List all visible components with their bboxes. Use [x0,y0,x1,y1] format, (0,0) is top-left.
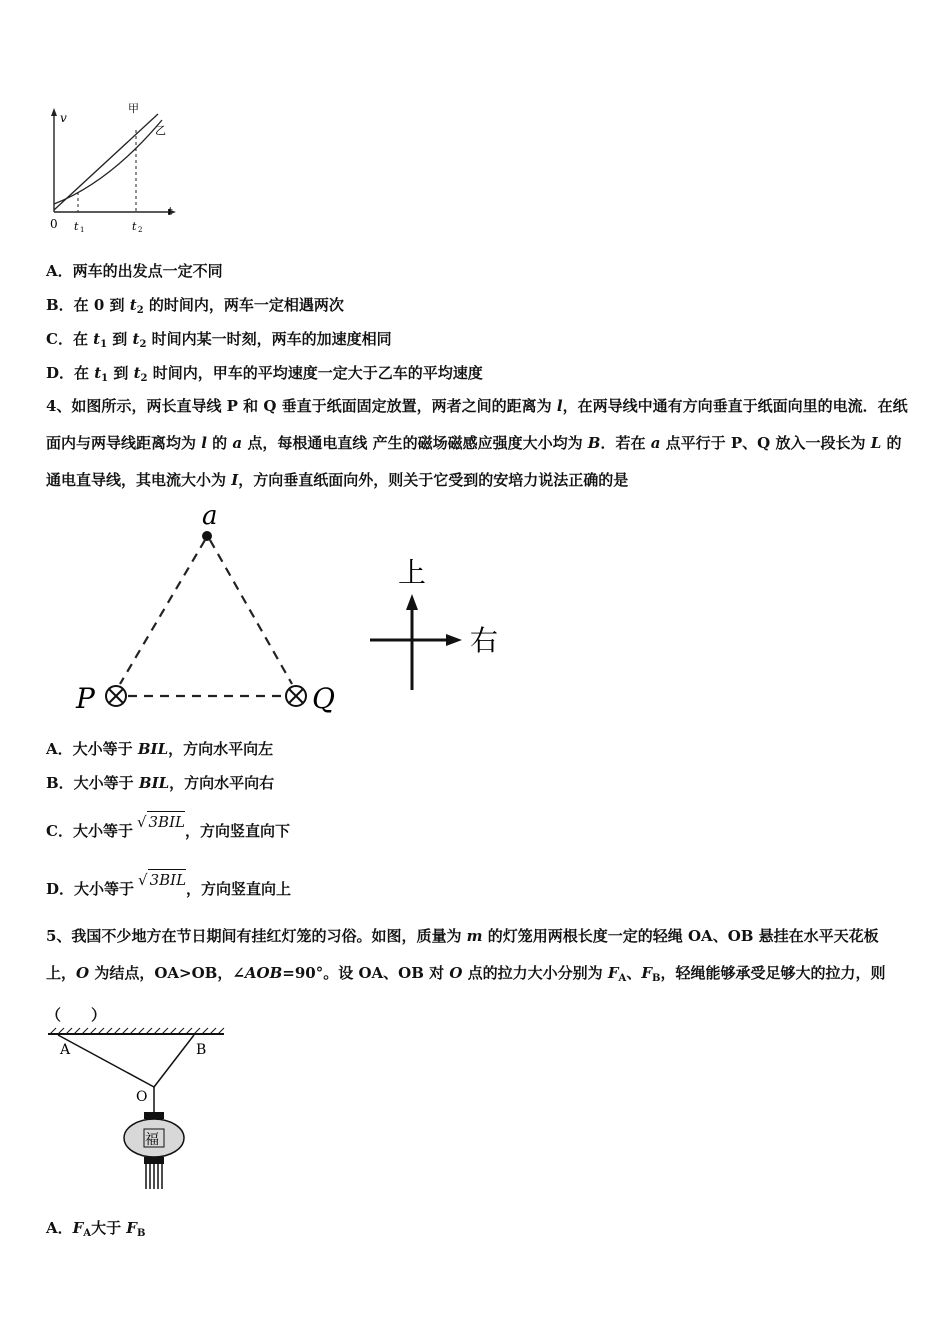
lantern-tassel [146,1164,162,1189]
lantern-diagram [44,1026,230,1196]
v-label: v [60,111,67,125]
curve-yi [54,120,162,204]
up-label: 上 [398,556,427,589]
q3-option-c: C．在 $t_1$ 到 $t_2$ 时间内某一时刻，两车的加速度相同 [46,330,392,350]
q3-option-d: D．在 $t_1$ 到 $t_2$ 时间内，甲车的平均速度一定大于乙车的平均速度 [46,364,483,384]
sqrt-icon: √ [136,813,147,831]
t1-label: t [74,220,79,233]
q3-option-a: A．两车的出发点一定不同 [46,262,223,280]
q5-stem: 5、我国不少地方在节日期间有挂红灯笼的习俗。如图，质量为 m 的灯笼用两根长度一定的轻绳 OA、OB 悬挂在水平天花板上，O 为结点，OA>OB，∠AOB=90°。设 OA、OB 对 O 点的拉力大小分别为 $F_A$、$F_B$，轻绳能够承受足够大的拉力，则（ ） [46,927,886,1024]
q4-stem: 4、如图所示，两长直导线 P 和 Q 垂直于纸面固定放置，两者之间的距离为 l，在两导线中通有方向垂直于纸面向里的电流．在纸面内与两导线距离均为 l 的 a 点，每根通电直线 产生的磁场磁感应强度大小均为 B．若在 a 点平行于 P、Q 放入一段长为 L 的通电直导线，其电流大小为 I，方向垂直纸面向外，则关于它受到的安培力说法正确的是 [46,397,908,489]
sqrt-expression: 3BIL [149,871,187,889]
lantern-cap [144,1112,164,1119]
rope-ob [154,1035,194,1087]
t2-label: t [132,220,137,233]
origin-label: 0 [50,217,58,231]
q4-option-c: C．大小等于 √ 3BIL，方向竖直向下 [46,813,290,840]
sqrt-icon: √ [138,871,148,889]
yi-label: 乙 [155,124,166,137]
point-b-label: B [196,1042,207,1058]
wire-p-into-page-icon [106,686,126,706]
right-label: 右 [470,624,499,657]
q4-option-d: D．大小等于 √ 3BIL，方向竖直向上 [46,871,292,898]
wire-q-label: Q [312,682,335,715]
wire-q-into-page-icon [286,686,306,706]
svg-text:2: 2 [138,226,143,234]
q4-option-b: B．大小等于 BIL，方向水平向右 [46,774,275,792]
q3-option-b: B．在 0 到 $t_2$ 的时间内，两车一定相遇两次 [46,296,344,316]
lantern-character: 福 [145,1132,159,1148]
q5-option-a: A．$F_A$大于 $F_B$ [46,1219,146,1239]
wire-p-label: P [76,682,95,715]
point-a-label: a [202,501,218,531]
line-jia [54,114,158,210]
point-a [202,531,212,541]
point-o-label: O [136,1089,148,1105]
jia-label: 甲 [128,102,139,115]
sqrt-expression: 3BIL [148,813,185,831]
q4-option-a: A．大小等于 BIL，方向水平向左 [46,740,274,758]
lantern-bottom [144,1157,164,1164]
wires-diagram [70,498,510,723]
point-a-label: A [60,1042,71,1058]
vt-graph [40,100,190,240]
t-label: t [168,205,173,218]
svg-text:1: 1 [80,226,85,234]
rope-oa [58,1035,154,1087]
